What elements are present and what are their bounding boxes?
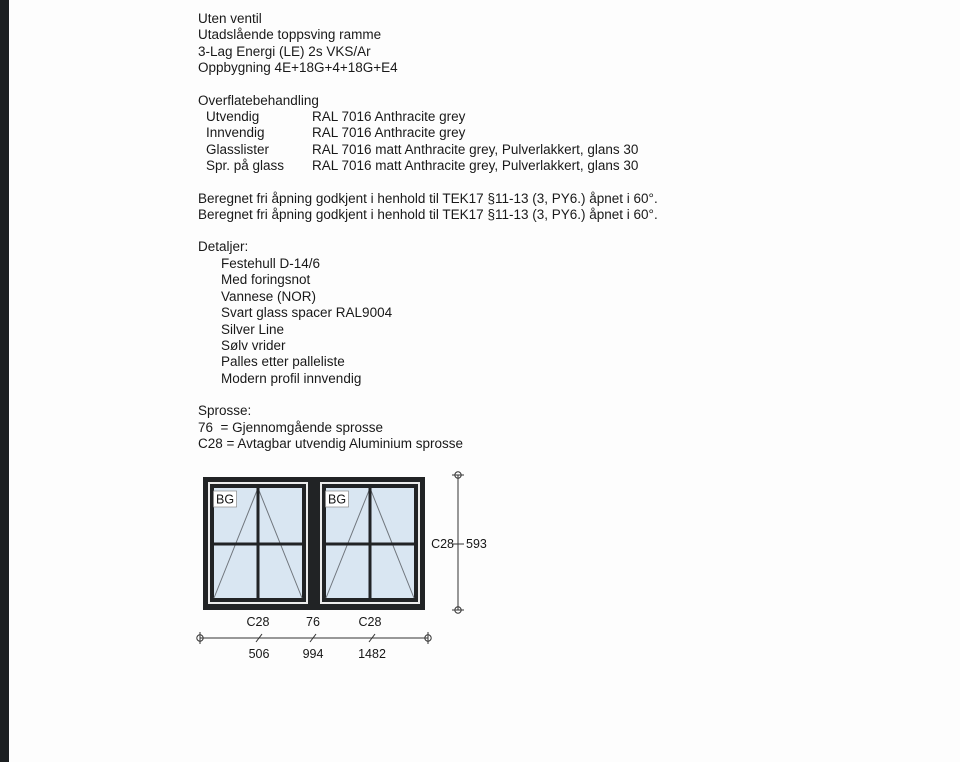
sprosse-block xyxy=(198,403,918,452)
pane-label-right: BG xyxy=(328,492,347,507)
intro-line: Uten ventil xyxy=(198,11,262,26)
surface-title: Overflatebehandling xyxy=(198,92,319,108)
sprosse-title: Sprosse: xyxy=(198,403,252,419)
details-item: Svart glass spacer RAL9004 xyxy=(221,305,393,321)
bottom-label-mullion: 76 xyxy=(306,615,320,630)
sprosse-line: 76 = Gjennomgående sprosse xyxy=(198,419,383,435)
document-page xyxy=(198,11,918,664)
approval-line: Beregnet fri åpning godkjent i henhold til TEK17 §11-13 (3, PY6.) åpnet i 60°. xyxy=(198,207,658,223)
surface-row-label: Innvendig xyxy=(206,125,265,141)
right-horizontal-sprosse xyxy=(326,543,414,546)
intro-line: Oppbygning 4E+18G+4+18G+E4 xyxy=(198,60,398,76)
surface-row-value: RAL 7016 Anthracite grey xyxy=(312,109,466,125)
intro-line: 3-Lag Energi (LE) 2s VKS/Ar xyxy=(198,43,371,59)
bottom-label-left-sprosse: C28 xyxy=(246,615,270,630)
width-dim-994: 994 xyxy=(302,647,324,662)
details-block xyxy=(198,239,918,387)
approvals-block xyxy=(198,191,918,224)
right-sash xyxy=(320,482,420,604)
width-dim-506: 506 xyxy=(248,647,270,662)
width-dimension-line xyxy=(197,632,431,644)
details-item: Med foringsnot xyxy=(221,272,311,288)
surface-row-value: RAL 7016 matt Anthracite grey, Pulverlakkert, glans 30 xyxy=(312,141,639,157)
bottom-label-right-sprosse: C28 xyxy=(358,615,382,630)
surface-row-label: Utvendig xyxy=(206,109,260,125)
intro-line: Utadslående toppsving ramme xyxy=(198,27,382,43)
height-dim-label: C28 xyxy=(431,537,454,552)
details-item: Vannese (NOR) xyxy=(221,288,317,304)
page-edge-strip xyxy=(0,0,9,762)
left-horizontal-sprosse xyxy=(214,543,302,546)
surface-row-value: RAL 7016 Anthracite grey xyxy=(312,125,466,141)
height-dim-value: 593 xyxy=(466,537,487,552)
surface-row xyxy=(198,109,918,125)
details-item: Silver Line xyxy=(221,321,285,337)
pane-label-left: BG xyxy=(216,492,235,507)
approval-line: Beregnet fri åpning godkjent i henhold til TEK17 §11-13 (3, PY6.) åpnet i 60°. xyxy=(198,190,658,206)
surface-treatment-block xyxy=(198,93,918,175)
surface-row xyxy=(198,142,918,158)
details-item: Festehull D-14/6 xyxy=(221,255,321,271)
intro-block xyxy=(198,11,918,77)
surface-row xyxy=(198,125,918,141)
sprosse-line: C28 = Avtagbar utvendig Aluminium sprosse xyxy=(198,435,464,451)
surface-row-label: Glasslister xyxy=(206,141,270,157)
left-sash xyxy=(208,482,308,604)
details-item: Sølv vrider xyxy=(221,337,286,353)
width-dim-1482: 1482 xyxy=(358,647,386,662)
details-item: Palles etter palleliste xyxy=(221,354,345,370)
details-item: Modern profil innvendig xyxy=(221,370,362,386)
details-title: Detaljer: xyxy=(198,239,249,255)
surface-row xyxy=(198,158,918,174)
surface-row-label: Spr. på glass xyxy=(206,158,285,174)
window-drawing xyxy=(190,468,498,664)
surface-row-value: RAL 7016 matt Anthracite grey, Pulverlakkert, glans 30 xyxy=(312,158,639,174)
